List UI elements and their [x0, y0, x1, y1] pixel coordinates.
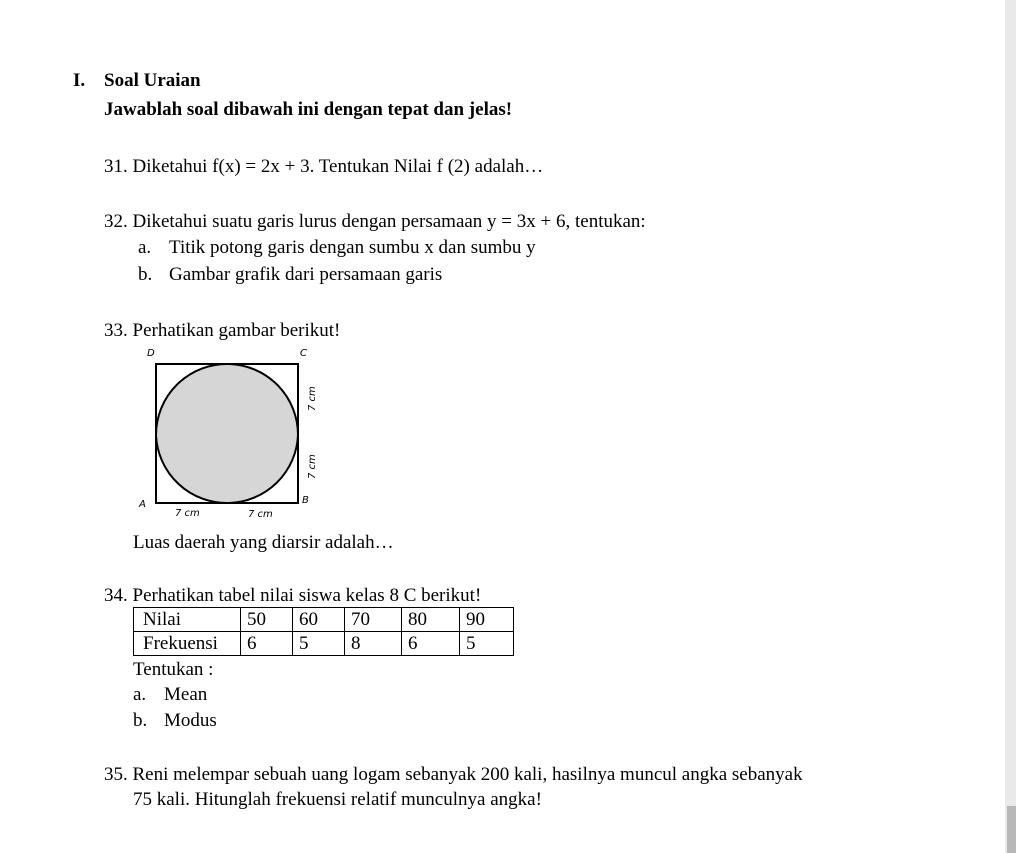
question-35-line-1: 35. Reni melempar sebuah uang logam sebanyak 200 kali, hasilnya muncul angka sebanyak	[104, 764, 803, 785]
table-header-row	[134, 608, 514, 632]
section-number: I.	[73, 70, 86, 91]
dimension-label-right-top: 7 cm	[307, 386, 318, 411]
table-cell: 8	[345, 632, 402, 656]
table-cell: 5	[460, 632, 514, 656]
question-33-prompt: Luas daerah yang diarsir adalah…	[133, 532, 394, 553]
table-cell: 6	[241, 632, 293, 656]
q34-item-b-text: Modus	[164, 710, 217, 731]
corner-label-c: C	[300, 348, 307, 359]
table-cell: 70	[345, 608, 402, 632]
corner-label-a: A	[139, 499, 146, 510]
corner-label-d: D	[147, 348, 155, 359]
table-cell: 6	[402, 632, 460, 656]
question-34-prompt: Tentukan :	[133, 659, 214, 680]
dimension-label-right-bottom: 7 cm	[307, 454, 318, 479]
q32-item-b-marker: b.	[138, 264, 153, 285]
question-32: 32. Diketahui suatu garis lurus dengan persamaan y = 3x + 6, tentukan:	[104, 211, 646, 232]
frequency-table	[133, 607, 514, 656]
q34-item-a-text: Mean	[164, 684, 208, 705]
dimension-label-bottom-left: 7 cm	[175, 508, 200, 519]
q32-item-a-text: Titik potong garis dengan sumbu x dan sumbu y	[169, 237, 536, 258]
table-data-row	[134, 632, 514, 656]
section-instruction: Jawablah soal dibawah ini dengan tepat dan jelas!	[104, 99, 513, 120]
table-header-label: Nilai	[134, 608, 241, 632]
corner-label-b: B	[302, 495, 309, 506]
q34-item-b-marker: b.	[133, 710, 148, 731]
table-cell: 80	[402, 608, 460, 632]
shaded-region	[156, 364, 298, 503]
table-row-label: Frekuensi	[134, 632, 241, 656]
dimension-label-bottom-right: 7 cm	[248, 509, 273, 520]
q32-item-a-marker: a.	[138, 237, 152, 258]
table-cell: 5	[293, 632, 345, 656]
question-34: 34. Perhatikan tabel nilai siswa kelas 8 C berikut!	[104, 585, 482, 606]
q32-item-b-text: Gambar grafik dari persamaan garis	[169, 264, 443, 285]
square-quarter-circle-figure	[135, 341, 335, 523]
question-31: 31. Diketahui f(x) = 2x + 3. Tentukan Nilai f (2) adalah…	[104, 156, 544, 177]
question-35-line-2: 75 kali. Hitunglah frekuensi relatif munculnya angka!	[133, 789, 542, 810]
table-cell: 50	[241, 608, 293, 632]
vertical-scrollbar[interactable]	[1005, 0, 1016, 853]
section-title: Soal Uraian	[104, 70, 201, 91]
question-33: 33. Perhatikan gambar berikut!	[104, 320, 341, 341]
table-cell: 90	[460, 608, 514, 632]
q34-item-a-marker: a.	[133, 684, 147, 705]
scrollbar-thumb[interactable]	[1007, 806, 1016, 853]
table-cell: 60	[293, 608, 345, 632]
